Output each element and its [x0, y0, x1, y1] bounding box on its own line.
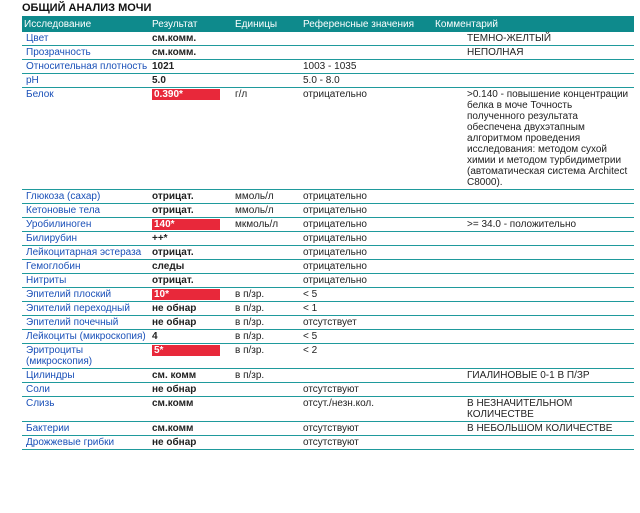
result-cell	[150, 190, 233, 204]
comment-cell	[433, 274, 634, 288]
table-row	[22, 288, 634, 302]
comment-cell	[433, 344, 634, 369]
result-value: см. комм	[152, 370, 197, 381]
result-cell	[150, 422, 233, 436]
reference-cell: отрицательно	[301, 246, 433, 260]
result-cell	[150, 369, 233, 383]
test-name: Прозрачность	[22, 46, 150, 60]
reference-cell: < 2	[301, 344, 433, 369]
table-row	[22, 397, 634, 422]
table-row	[22, 74, 634, 88]
unit-cell: в п/зр.	[233, 369, 301, 383]
table-row	[22, 232, 634, 246]
reference-cell: отрицательно	[301, 218, 433, 232]
reference-cell	[301, 32, 433, 46]
test-name: Бактерии	[22, 422, 150, 436]
column-header-reference: Референсные значения	[301, 16, 433, 32]
result-value: отрицат.	[152, 275, 194, 286]
unit-cell	[233, 274, 301, 288]
table-row	[22, 190, 634, 204]
test-name: Цилиндры	[22, 369, 150, 383]
table-row	[22, 383, 634, 397]
result-cell	[150, 88, 233, 190]
result-value: ++*	[152, 233, 168, 244]
comment-cell	[433, 246, 634, 260]
comment-cell	[433, 316, 634, 330]
table-row	[22, 246, 634, 260]
unit-cell	[233, 383, 301, 397]
table-row	[22, 60, 634, 74]
result-cell	[150, 32, 233, 46]
table-row	[22, 302, 634, 316]
comment-cell: >= 34.0 - положительно	[433, 218, 634, 232]
result-cell	[150, 316, 233, 330]
unit-cell: г/л	[233, 88, 301, 190]
comment-cell	[433, 436, 634, 450]
reference-cell: < 5	[301, 330, 433, 344]
result-value: см.комм	[152, 423, 194, 434]
comment-cell	[433, 302, 634, 316]
test-name: Эпителий переходный	[22, 302, 150, 316]
result-value-flagged: 0.390*	[152, 89, 220, 100]
reference-cell: 5.0 - 8.0	[301, 74, 433, 88]
column-header-test: Исследование	[22, 16, 150, 32]
result-cell	[150, 260, 233, 274]
reference-cell: < 1	[301, 302, 433, 316]
result-cell	[150, 330, 233, 344]
reference-cell: отсут./незн.кол.	[301, 397, 433, 422]
result-value: 4	[152, 331, 158, 342]
table-body	[22, 32, 634, 450]
table-row	[22, 260, 634, 274]
comment-cell: В НЕЗНАЧИТЕЛЬНОМ КОЛИЧЕСТВЕ	[433, 397, 634, 422]
result-cell	[150, 204, 233, 218]
test-name: Цвет	[22, 32, 150, 46]
comment-cell: >0.140 - повышение концентрации белка в моче Точность полученного результата обеспечена двухэтапным алгоритмом проведения исследования: методом сухой химии и методом турбидиметрии (автоматическая система Architect C8000).	[433, 88, 634, 190]
result-value: не обнар	[152, 437, 197, 448]
unit-cell	[233, 260, 301, 274]
result-cell	[150, 397, 233, 422]
result-cell	[150, 246, 233, 260]
test-name: Лейкоциты (микроскопия)	[22, 330, 150, 344]
test-name: Уробилиноген	[22, 218, 150, 232]
result-value: 1021	[152, 61, 175, 72]
result-cell	[150, 60, 233, 74]
reference-cell: отсутствуют	[301, 436, 433, 450]
unit-cell	[233, 422, 301, 436]
comment-cell	[433, 190, 634, 204]
unit-cell	[233, 397, 301, 422]
result-value: следы	[152, 261, 185, 272]
comment-cell	[433, 383, 634, 397]
column-header-units: Единицы	[233, 16, 301, 32]
comment-cell	[433, 330, 634, 344]
comment-cell	[433, 204, 634, 218]
reference-cell: 1003 - 1035	[301, 60, 433, 74]
unit-cell: в п/зр.	[233, 316, 301, 330]
comment-cell: В НЕБОЛЬШОМ КОЛИЧЕСТВЕ	[433, 422, 634, 436]
unit-cell: ммоль/л	[233, 204, 301, 218]
comment-cell	[433, 232, 634, 246]
result-value: отрицат.	[152, 205, 194, 216]
reference-cell	[301, 46, 433, 60]
table-row	[22, 274, 634, 288]
result-cell	[150, 46, 233, 60]
reference-cell: отсутствуют	[301, 383, 433, 397]
result-value: отрицат.	[152, 191, 194, 202]
result-value-flagged: 10*	[152, 289, 220, 300]
result-value: не обнар	[152, 317, 197, 328]
reference-cell: отрицательно	[301, 88, 433, 190]
result-value-flagged: 140*	[152, 219, 220, 230]
reference-cell: отрицательно	[301, 274, 433, 288]
result-value-flagged: 5*	[152, 345, 220, 356]
test-name: Кетоновые тела	[22, 204, 150, 218]
result-value: см.комм.	[152, 47, 197, 58]
unit-cell	[233, 46, 301, 60]
test-name: Белок	[22, 88, 150, 190]
test-name: Слизь	[22, 397, 150, 422]
table-row	[22, 88, 634, 190]
table-row	[22, 436, 634, 450]
table-row	[22, 369, 634, 383]
result-cell	[150, 232, 233, 246]
result-value: см.комм.	[152, 33, 197, 44]
table-row	[22, 316, 634, 330]
unit-cell	[233, 74, 301, 88]
unit-cell: в п/зр.	[233, 302, 301, 316]
report-title: ОБЩИЙ АНАЛИЗ МОЧИ	[22, 2, 152, 14]
test-name: Эпителий почечный	[22, 316, 150, 330]
table-row	[22, 46, 634, 60]
result-cell	[150, 288, 233, 302]
test-name: Эпителий плоский	[22, 288, 150, 302]
unit-cell: в п/зр.	[233, 330, 301, 344]
test-name: Относительная плотность	[22, 60, 150, 74]
unit-cell: в п/зр.	[233, 288, 301, 302]
result-cell	[150, 302, 233, 316]
comment-cell	[433, 260, 634, 274]
result-cell	[150, 383, 233, 397]
result-cell	[150, 274, 233, 288]
result-cell	[150, 344, 233, 369]
unit-cell: ммоль/л	[233, 190, 301, 204]
unit-cell: в п/зр.	[233, 344, 301, 369]
comment-cell: ТЕМНО-ЖЕЛТЫЙ	[433, 32, 634, 46]
comment-cell	[433, 74, 634, 88]
reference-cell: отрицательно	[301, 190, 433, 204]
result-cell	[150, 74, 233, 88]
reference-cell: отрицательно	[301, 232, 433, 246]
table-row	[22, 32, 634, 46]
test-name: Эритроциты (микроскопия)	[22, 344, 150, 369]
comment-cell	[433, 288, 634, 302]
unit-cell	[233, 232, 301, 246]
reference-cell: отсутствует	[301, 316, 433, 330]
table-row	[22, 218, 634, 232]
result-value: не обнар	[152, 384, 197, 395]
table-header-row	[22, 16, 634, 32]
test-name: Нитриты	[22, 274, 150, 288]
test-name: Дрожжевые грибки	[22, 436, 150, 450]
unit-cell	[233, 60, 301, 74]
column-header-result: Результат	[150, 16, 233, 32]
reference-cell	[301, 369, 433, 383]
test-name: Лейкоцитарная эстераза	[22, 246, 150, 260]
reference-cell: отрицательно	[301, 204, 433, 218]
table-row	[22, 330, 634, 344]
comment-cell: НЕПОЛНАЯ	[433, 46, 634, 60]
result-cell	[150, 436, 233, 450]
result-value: 5.0	[152, 75, 166, 86]
table-row	[22, 204, 634, 218]
unit-cell	[233, 246, 301, 260]
unit-cell	[233, 32, 301, 46]
unit-cell	[233, 436, 301, 450]
result-cell	[150, 218, 233, 232]
result-value: см.комм	[152, 398, 194, 409]
comment-cell: ГИАЛИНОВЫЕ 0-1 В П/ЗР	[433, 369, 634, 383]
result-value: не обнар	[152, 303, 197, 314]
table-row	[22, 344, 634, 369]
comment-cell	[433, 60, 634, 74]
reference-cell: отрицательно	[301, 260, 433, 274]
test-name: Соли	[22, 383, 150, 397]
results-table	[22, 16, 634, 450]
test-name: pH	[22, 74, 150, 88]
reference-cell: отсутствуют	[301, 422, 433, 436]
column-header-comment: Комментарий	[433, 16, 634, 32]
table-row	[22, 422, 634, 436]
reference-cell: < 5	[301, 288, 433, 302]
result-value: отрицат.	[152, 247, 194, 258]
unit-cell: мкмоль/л	[233, 218, 301, 232]
test-name: Билирубин	[22, 232, 150, 246]
test-name: Глюкоза (сахар)	[22, 190, 150, 204]
test-name: Гемоглобин	[22, 260, 150, 274]
